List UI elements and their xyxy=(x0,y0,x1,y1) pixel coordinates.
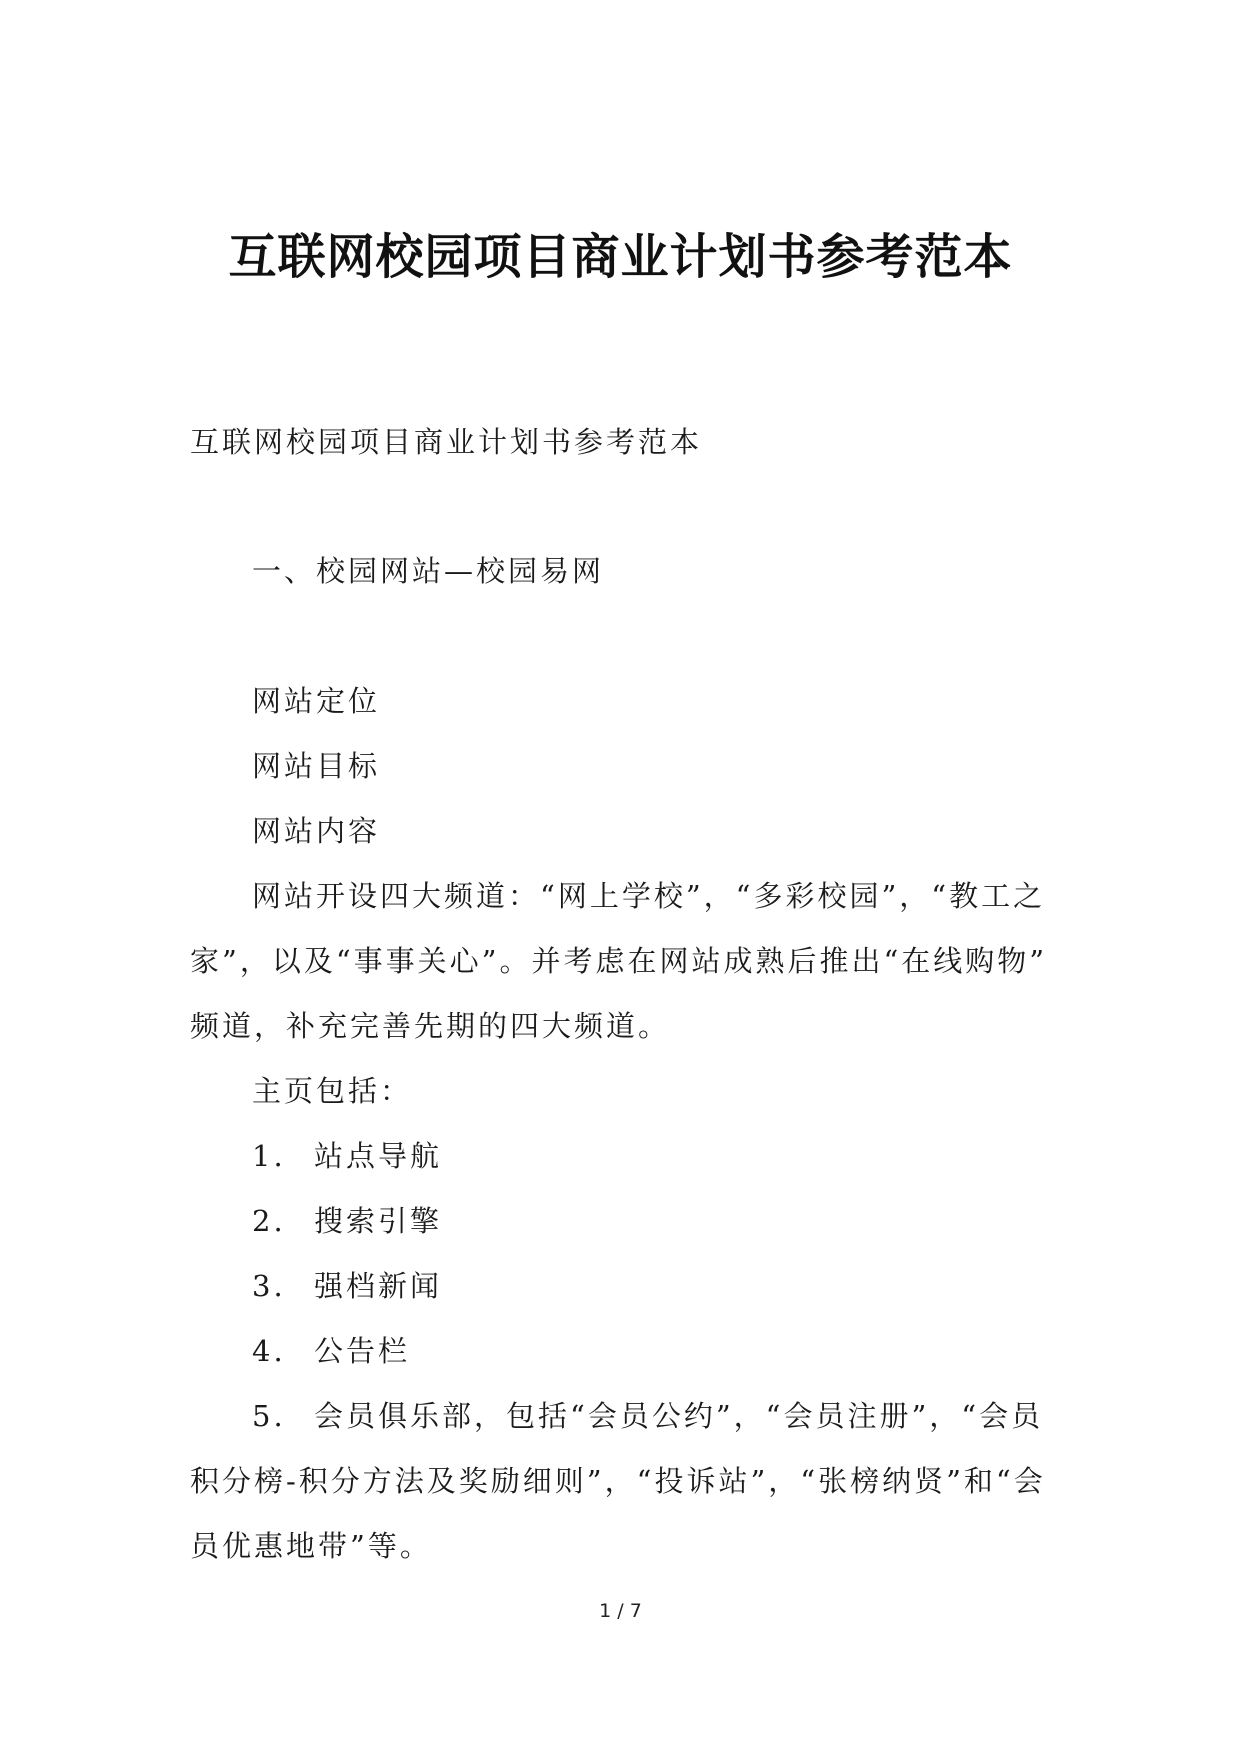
list-item xyxy=(252,1203,442,1239)
list-continuation-line-2: 员优惠地带”等。 xyxy=(190,1529,432,1563)
list-text: 公告栏 xyxy=(314,1334,411,1368)
paragraph-line-3: 频道，补充完善先期的四大频道。 xyxy=(190,1009,671,1043)
section-heading: 一、校园网站—校园易网 xyxy=(252,554,605,588)
list-text: 站点导航 xyxy=(314,1139,443,1173)
list-number: 3. xyxy=(252,1269,286,1303)
paragraph-line-1: 网站开设四大频道：“网上学校”，“多彩校园”，“教工之 xyxy=(252,879,1046,913)
list-number: 2. xyxy=(252,1204,286,1238)
list-continuation-line-1: 积分榜-积分方法及奖励细则”，“投诉站”，“张榜纳贤”和“会 xyxy=(190,1464,1046,1498)
list-item xyxy=(252,1138,442,1174)
list-text: 强档新闻 xyxy=(314,1269,443,1303)
list-number: 4. xyxy=(252,1334,286,1368)
item-goals: 网站目标 xyxy=(252,749,381,783)
subtitle-line: 互联网校园项目商业计划书参考范本 xyxy=(190,425,703,459)
list-item xyxy=(252,1398,1043,1434)
list-number: 1. xyxy=(252,1139,286,1173)
page-number: 1 / 7 xyxy=(599,1600,642,1622)
document-title: 互联网校园项目商业计划书参考范本 xyxy=(228,229,1013,285)
item-content: 网站内容 xyxy=(252,814,381,848)
list-item xyxy=(252,1268,442,1304)
paragraph-line-2: 家”，以及“事事关心”。并考虑在网站成熟后推出“在线购物” xyxy=(190,944,1048,978)
item-positioning: 网站定位 xyxy=(252,684,381,718)
list-number: 5. xyxy=(252,1399,286,1433)
homepage-intro: 主页包括： xyxy=(252,1074,413,1108)
list-text: 搜索引擎 xyxy=(314,1204,443,1238)
list-text: 会员俱乐部，包括“会员公约”，“会员注册”，“会员 xyxy=(314,1399,1044,1433)
list-item xyxy=(252,1333,410,1369)
